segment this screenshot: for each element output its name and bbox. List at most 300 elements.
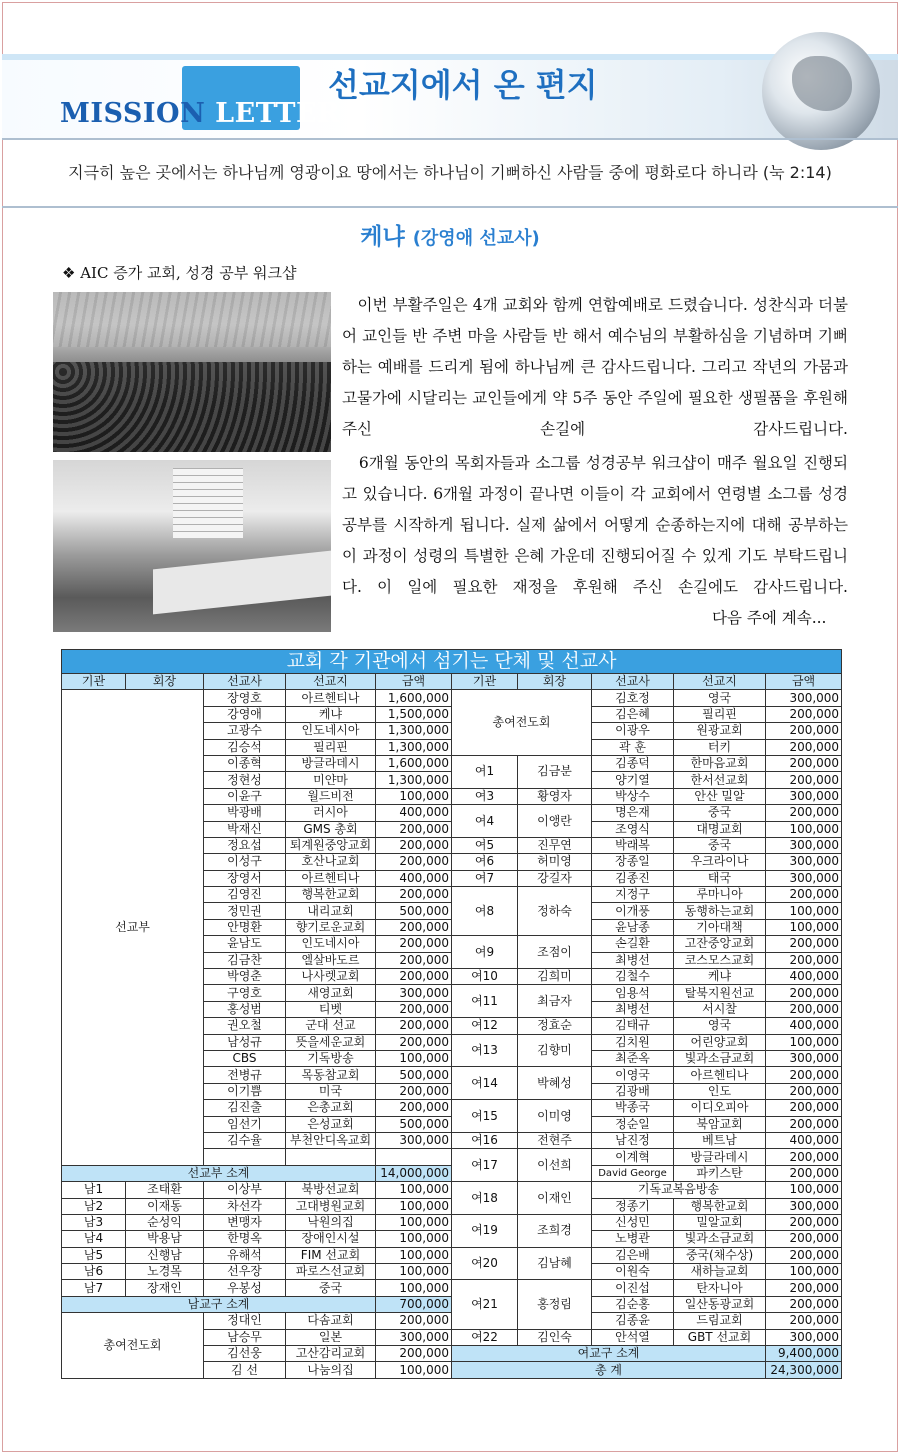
table-cell: 김순홍	[592, 1296, 674, 1312]
table-cell: 다솜교회	[286, 1313, 376, 1329]
table-cell: 베트남	[674, 1132, 766, 1148]
table-cell: 이선희	[518, 1149, 592, 1182]
photo-crowd	[53, 362, 331, 452]
table-cell: 미국	[286, 1083, 376, 1099]
table-cell: 방글라데시	[674, 1149, 766, 1165]
table-cell: 목동참교회	[286, 1067, 376, 1083]
table-cell: 200,000	[376, 1083, 452, 1099]
table-cell: 200,000	[376, 821, 452, 837]
table-cell: 300,000	[766, 837, 842, 853]
table-cell: 변맹자	[204, 1214, 286, 1230]
table-cell: 400,000	[376, 805, 452, 821]
table-cell: 여12	[452, 1018, 518, 1034]
table-cell: 미얀마	[286, 772, 376, 788]
table-cell: 이앵란	[518, 805, 592, 838]
table-cell: 200,000	[766, 805, 842, 821]
table-cell: 전현주	[518, 1132, 592, 1148]
table-cell: 100,000	[376, 1362, 452, 1378]
table-cell: 아르헨티나	[674, 1067, 766, 1083]
table-cell: 김수율	[204, 1132, 286, 1148]
table-cell: 100,000	[376, 1280, 452, 1296]
table-cell: 중국	[674, 837, 766, 853]
table-cell: 최금자	[518, 985, 592, 1018]
table-cell: 100,000	[376, 788, 452, 804]
table-cell: 여19	[452, 1214, 518, 1247]
table-cell: 허미영	[518, 854, 592, 870]
table-cell: 태국	[674, 870, 766, 886]
table-cell: 김은혜	[592, 706, 674, 722]
table-cell: 여3	[452, 788, 518, 804]
table-cell: 여9	[452, 936, 518, 969]
table-cell: 양기열	[592, 772, 674, 788]
table-cell: 은총교회	[286, 1100, 376, 1116]
table-cell: 박래복	[592, 837, 674, 853]
table-cell: 300,000	[766, 788, 842, 804]
table-cell: 1,300,000	[376, 739, 452, 755]
table-title: 교회 각 기관에서 섬기는 단체 및 선교사	[62, 650, 842, 674]
table-cell: 여13	[452, 1034, 518, 1067]
table-cell: 200,000	[766, 1313, 842, 1329]
table-cell: 뜻을세운교회	[286, 1034, 376, 1050]
table-cell: 일산동광교회	[674, 1296, 766, 1312]
table-cell: GMS 총회	[286, 821, 376, 837]
table-cell: 기아대책	[674, 919, 766, 935]
table-cell: 김치원	[592, 1034, 674, 1050]
table-cell: 300,000	[766, 1329, 842, 1345]
logo-mission: MISSION	[60, 98, 206, 129]
table-cell: 정효순	[518, 1018, 592, 1034]
table-cell: 여7	[452, 870, 518, 886]
table-cell: 고잔중앙교회	[674, 936, 766, 952]
table-cell: 200,000	[766, 1280, 842, 1296]
table-cell: 박용남	[126, 1231, 204, 1247]
table-header-cell: 선교지	[674, 674, 766, 690]
table-cell: 홍성범	[204, 1001, 286, 1017]
church-service-photo	[53, 292, 331, 452]
table-cell: 100,000	[766, 1034, 842, 1050]
table-cell: 여17	[452, 1149, 518, 1182]
table-cell	[204, 1149, 286, 1165]
table-cell: 김종진	[592, 870, 674, 886]
table-cell: 100,000	[376, 1198, 452, 1214]
country-name: 케냐	[360, 224, 405, 250]
table-cell: 이재동	[126, 1198, 204, 1214]
photo-roof	[53, 292, 331, 347]
table-cell: 김호정	[592, 690, 674, 706]
table-cell: 정대인	[204, 1313, 286, 1329]
table-cell: 200,000	[766, 772, 842, 788]
paragraph-1: 이번 부활주일은 4개 교회와 함께 연합예배로 드렸습니다. 성찬식과 더불어 교인들 반 주변 마을 사람들 반 해서 예수님의 부활하심을 기념하며 기뻐하는 예배를 드리게 됨에 하나님께 큰 감사드립니다. 그리고 작년의 가뭄과 고물가에 시달리는 교인들에게 약 5주 동안 주일에 필요한 생필품을 후원해 주신 손길에 감사드립니다.	[342, 296, 848, 438]
table-cell: 안석열	[592, 1329, 674, 1345]
table-cell: 진무연	[518, 837, 592, 853]
table-cell: 이원숙	[592, 1264, 674, 1280]
table-cell: 100,000	[766, 919, 842, 935]
table-cell: 퇴계원중앙교회	[286, 837, 376, 853]
table-cell: GBT 선교회	[674, 1329, 766, 1345]
table-cell: 여15	[452, 1100, 518, 1133]
table-cell: 한명옥	[204, 1231, 286, 1247]
table-cell: 파키스탄	[674, 1165, 766, 1181]
table-cell: 여6	[452, 854, 518, 870]
table-cell: 기독교복음방송	[592, 1182, 766, 1198]
table-cell: 향기로운교회	[286, 919, 376, 935]
table-cell: 호산나교회	[286, 854, 376, 870]
table-cell: 여16	[452, 1132, 518, 1148]
table-cell: 김선웅	[204, 1346, 286, 1362]
table-cell: 아르헨티나	[286, 690, 376, 706]
table-cell: 200,000	[766, 1214, 842, 1230]
table-cell: 고대병원교회	[286, 1198, 376, 1214]
table-cell: 원광교회	[674, 723, 766, 739]
missionary-name: (강영애 선교사)	[412, 228, 540, 249]
table-header-cell: 선교사	[204, 674, 286, 690]
continued-note: 다음 주에 계속...	[712, 609, 827, 627]
table-cell: 어린양교회	[674, 1034, 766, 1050]
table-cell: 낙원의집	[286, 1214, 376, 1230]
table-cell: 파로스선교회	[286, 1264, 376, 1280]
table-cell: 고산감리교회	[286, 1346, 376, 1362]
table-cell: 북방선교회	[286, 1182, 376, 1198]
photo-window	[173, 468, 243, 538]
table-cell: 빛과소금교회	[674, 1050, 766, 1066]
table-cell: 김진출	[204, 1100, 286, 1116]
table-cell: 고광수	[204, 723, 286, 739]
table-cell: 300,000	[766, 870, 842, 886]
table-cell: 내리교회	[286, 903, 376, 919]
table-cell: 한마음교회	[674, 755, 766, 771]
photo-table	[153, 551, 331, 615]
paragraph-2: 6개월 동안의 목회자들과 소그룹 성경공부 워크샵이 매주 월요일 진행되고 있습니다. 6개월 과정이 끝나면 이들이 각 교회에서 연령별 소그룹 성경공부를 시작하게 됩니다. 실제 삶에서 어떻게 순종하는지에 대해 공부하는 이 과정이 성령의 특별한 은혜 가운데 진행되어질 수 있게 기도 부탁드립니다. 이 일에 필요한 재정을 후원해 주신 손길에도 감사드립니다.	[342, 454, 849, 596]
table-cell: 권오철	[204, 1018, 286, 1034]
table-cell: 1,600,000	[376, 755, 452, 771]
table-cell: 대명교회	[674, 821, 766, 837]
table-cell: 나사렛교회	[286, 969, 376, 985]
table-cell: 총 계	[452, 1362, 766, 1378]
table-cell: 장애인시설	[286, 1231, 376, 1247]
table-cell: 여22	[452, 1329, 518, 1345]
table-cell: 남7	[62, 1280, 126, 1296]
table-cell: 200,000	[766, 1149, 842, 1165]
table-cell: 장재인	[126, 1280, 204, 1296]
table-cell: 케냐	[286, 706, 376, 722]
table-cell: 이개풍	[592, 903, 674, 919]
table-cell: 남6	[62, 1264, 126, 1280]
table-cell: 장종일	[592, 854, 674, 870]
table-cell	[376, 1149, 452, 1165]
table-cell: 임용석	[592, 985, 674, 1001]
table-row	[62, 1247, 842, 1263]
table-cell: 김철수	[592, 969, 674, 985]
table-cell: CBS	[204, 1050, 286, 1066]
table-cell: 300,000	[766, 1050, 842, 1066]
table-cell: 여8	[452, 887, 518, 936]
table-cell: 200,000	[766, 887, 842, 903]
table-cell: 200,000	[376, 1346, 452, 1362]
table-cell: 400,000	[766, 969, 842, 985]
table-cell: 200,000	[766, 936, 842, 952]
table-cell: 총여전도회	[452, 690, 592, 756]
table-cell: 김영진	[204, 887, 286, 903]
table-cell: 이계혁	[592, 1149, 674, 1165]
page-title: 선교지에서 온 편지	[328, 66, 598, 104]
table-cell: 정요섭	[204, 837, 286, 853]
table-cell: 200,000	[766, 985, 842, 1001]
table-row	[62, 690, 842, 706]
table-cell: 1,500,000	[376, 706, 452, 722]
table-cell: 은성교회	[286, 1116, 376, 1132]
table-cell: 곽 훈	[592, 739, 674, 755]
table-cell: 러시아	[286, 805, 376, 821]
table-cell: 빛과소금교회	[674, 1231, 766, 1247]
table-cell: 정민권	[204, 903, 286, 919]
table-cell: 선우장	[204, 1264, 286, 1280]
table-cell: 200,000	[766, 739, 842, 755]
table-cell: 200,000	[376, 1100, 452, 1116]
table-cell: 200,000	[766, 1296, 842, 1312]
table-cell: 방글라데시	[286, 755, 376, 771]
mission-letter-logo	[60, 98, 340, 129]
country-heading	[0, 218, 900, 251]
table-cell: 김희미	[518, 969, 592, 985]
table-cell: 김 선	[204, 1362, 286, 1378]
table-cell: 200,000	[376, 1034, 452, 1050]
table-cell: 200,000	[766, 1001, 842, 1017]
table-cell: 정순일	[592, 1116, 674, 1132]
table-cell: 400,000	[376, 870, 452, 886]
table-cell: 영국	[674, 690, 766, 706]
table-cell: 코스모스교회	[674, 952, 766, 968]
table-row	[62, 1182, 842, 1198]
table-cell: 조희경	[518, 1214, 592, 1247]
table-cell: 필리핀	[286, 739, 376, 755]
table-cell: 300,000	[766, 854, 842, 870]
table-cell: 200,000	[376, 1018, 452, 1034]
table-cell: 인도네시아	[286, 936, 376, 952]
table-cell: 최병선	[592, 1001, 674, 1017]
table-cell: 밀알교회	[674, 1214, 766, 1230]
table-cell: 터키	[674, 739, 766, 755]
table-cell: 400,000	[766, 1018, 842, 1034]
table-cell: 최병선	[592, 952, 674, 968]
table-cell: 강길자	[518, 870, 592, 886]
table-cell: 남4	[62, 1231, 126, 1247]
table-cell: 1,300,000	[376, 723, 452, 739]
table-cell: 24,300,000	[766, 1362, 842, 1378]
table-cell: 정현성	[204, 772, 286, 788]
table-cell: 200,000	[376, 936, 452, 952]
table-cell: 드림교회	[674, 1313, 766, 1329]
table-cell: 300,000	[376, 1329, 452, 1345]
logo-letter: LETTER	[215, 98, 340, 129]
table-cell: 박혜성	[518, 1067, 592, 1100]
table-cell: 새하늘교회	[674, 1264, 766, 1280]
table-cell: 500,000	[376, 1116, 452, 1132]
table-cell: 남3	[62, 1214, 126, 1230]
table-cell: 100,000	[766, 903, 842, 919]
table-cell: 100,000	[766, 1264, 842, 1280]
table-cell: 케냐	[674, 969, 766, 985]
table-cell: 손길환	[592, 936, 674, 952]
table-cell: 박영춘	[204, 969, 286, 985]
table-cell: 윤남도	[204, 936, 286, 952]
table-header-cell: 기관	[452, 674, 518, 690]
table-cell: 루마니아	[674, 887, 766, 903]
table-cell: 노병관	[592, 1231, 674, 1247]
table-cell: 중국	[286, 1280, 376, 1296]
table-cell: 김태규	[592, 1018, 674, 1034]
table-cell: 이윤구	[204, 788, 286, 804]
table-cell: 김남혜	[518, 1247, 592, 1280]
divider	[2, 138, 898, 140]
table-cell: 한서선교회	[674, 772, 766, 788]
table-cell: 김종윤	[592, 1313, 674, 1329]
table-cell: 이미영	[518, 1100, 592, 1133]
table-cell: 남승무	[204, 1329, 286, 1345]
table-row	[62, 1280, 842, 1296]
table-cell: 김종덕	[592, 755, 674, 771]
table-cell: 200,000	[376, 1001, 452, 1017]
table-cell	[286, 1149, 376, 1165]
table-cell: 월드비전	[286, 788, 376, 804]
table-cell: 김인숙	[518, 1329, 592, 1345]
section-title: ❖ AIC 증가 교회, 성경 공부 워크샵	[62, 264, 297, 282]
table-cell: 조영식	[592, 821, 674, 837]
table-cell: 박종국	[592, 1100, 674, 1116]
table-cell: 필리핀	[674, 706, 766, 722]
table-cell: 14,000,000	[376, 1165, 452, 1181]
table-cell: 200,000	[376, 969, 452, 985]
table-cell: 일본	[286, 1329, 376, 1345]
table-cell: 김향미	[518, 1034, 592, 1067]
table-cell: 박상수	[592, 788, 674, 804]
table-cell: 100,000	[766, 1182, 842, 1198]
table-cell: 인도네시아	[286, 723, 376, 739]
table-cell: 500,000	[376, 903, 452, 919]
table-cell: 200,000	[766, 1231, 842, 1247]
table-cell: 100,000	[376, 1247, 452, 1263]
table-cell: 200,000	[766, 952, 842, 968]
table-cell: 1,300,000	[376, 772, 452, 788]
table-cell: 정종기	[592, 1198, 674, 1214]
table-cell: 조태환	[126, 1182, 204, 1198]
table-cell: 남진정	[592, 1132, 674, 1148]
table-cell: 200,000	[766, 1083, 842, 1099]
table-cell: 200,000	[766, 755, 842, 771]
table-cell: 우크라이나	[674, 854, 766, 870]
table-cell: 100,000	[376, 1182, 452, 1198]
table-cell: 여4	[452, 805, 518, 838]
table-cell: 이영국	[592, 1067, 674, 1083]
table-cell: 티벳	[286, 1001, 376, 1017]
table-cell: 안명환	[204, 919, 286, 935]
table-cell: 9,400,000	[766, 1346, 842, 1362]
table-cell: 임선기	[204, 1116, 286, 1132]
table-cell: 300,000	[376, 1132, 452, 1148]
table-cell: 이성구	[204, 854, 286, 870]
table-header-cell: 회장	[518, 674, 592, 690]
table-cell: 300,000	[376, 985, 452, 1001]
table-cell: 홍정림	[518, 1280, 592, 1329]
table-cell: 남성규	[204, 1034, 286, 1050]
table-cell: 유해석	[204, 1247, 286, 1263]
table-cell: 나눔의집	[286, 1362, 376, 1378]
table-cell: 안산 밀알	[674, 788, 766, 804]
table-cell: 중국(채수상)	[674, 1247, 766, 1263]
table-header-cell: 회장	[126, 674, 204, 690]
page-header	[2, 54, 898, 138]
table-cell: 중국	[674, 805, 766, 821]
table-cell: 200,000	[376, 887, 452, 903]
table-cell: 200,000	[376, 919, 452, 935]
table-cell: 여21	[452, 1280, 518, 1329]
table-cell: 여1	[452, 755, 518, 788]
table-header-cell: 선교사	[592, 674, 674, 690]
table-cell: 박광배	[204, 805, 286, 821]
table-cell: 정하숙	[518, 887, 592, 936]
table-cell: 행복한교회	[286, 887, 376, 903]
table-cell: 김금분	[518, 755, 592, 788]
table-cell: 100,000	[376, 1231, 452, 1247]
table-cell: 명은재	[592, 805, 674, 821]
table-cell: 200,000	[766, 1067, 842, 1083]
table-cell: 이광우	[592, 723, 674, 739]
table-cell: 1,600,000	[376, 690, 452, 706]
table-header-cell: 기관	[62, 674, 126, 690]
table-cell: 강영애	[204, 706, 286, 722]
table-cell: 지정구	[592, 887, 674, 903]
table-cell: 여5	[452, 837, 518, 853]
table-cell: 남2	[62, 1198, 126, 1214]
table-cell: 최준옥	[592, 1050, 674, 1066]
table-cell: 서시찰	[674, 1001, 766, 1017]
table-cell: 여11	[452, 985, 518, 1018]
table-header-cell: 금액	[376, 674, 452, 690]
table-cell: 200,000	[376, 837, 452, 853]
table-cell: 200,000	[376, 1313, 452, 1329]
table-cell: 선교부	[62, 690, 204, 1165]
table-cell: 여18	[452, 1182, 518, 1215]
table-cell: 황영자	[518, 788, 592, 804]
table-cell: 남1	[62, 1182, 126, 1198]
table-cell: 여20	[452, 1247, 518, 1280]
divider	[2, 206, 898, 208]
table-cell: 기독방송	[286, 1050, 376, 1066]
table-cell: 100,000	[376, 1264, 452, 1280]
table-cell: 순성익	[126, 1214, 204, 1230]
table-cell: 장영호	[204, 690, 286, 706]
table-cell: 새영교회	[286, 985, 376, 1001]
table-cell: 200,000	[766, 723, 842, 739]
table-cell: 인도	[674, 1083, 766, 1099]
table-cell: 박재신	[204, 821, 286, 837]
table-cell: 200,000	[766, 1100, 842, 1116]
table-header-cell: 선교지	[286, 674, 376, 690]
table-cell: 김은배	[592, 1247, 674, 1263]
table-cell: FIM 선교회	[286, 1247, 376, 1263]
table-cell: 500,000	[376, 1067, 452, 1083]
table-cell: 100,000	[376, 1214, 452, 1230]
table-cell: 장영서	[204, 870, 286, 886]
table-cell: 영국	[674, 1018, 766, 1034]
table-cell: 선교부 소계	[62, 1165, 376, 1181]
bible-verse: 지극히 높은 곳에서는 하나님께 영광이요 땅에서는 하나님이 기뻐하신 사람들 중에 평화로다 하니라 (눅 2:14)	[68, 163, 832, 182]
table-cell: 조점이	[518, 936, 592, 969]
table-cell: 이진섭	[592, 1280, 674, 1296]
table-cell: 여10	[452, 969, 518, 985]
table-cell: 김금찬	[204, 952, 286, 968]
table-cell: 200,000	[766, 1165, 842, 1181]
table-cell: 탄자니아	[674, 1280, 766, 1296]
